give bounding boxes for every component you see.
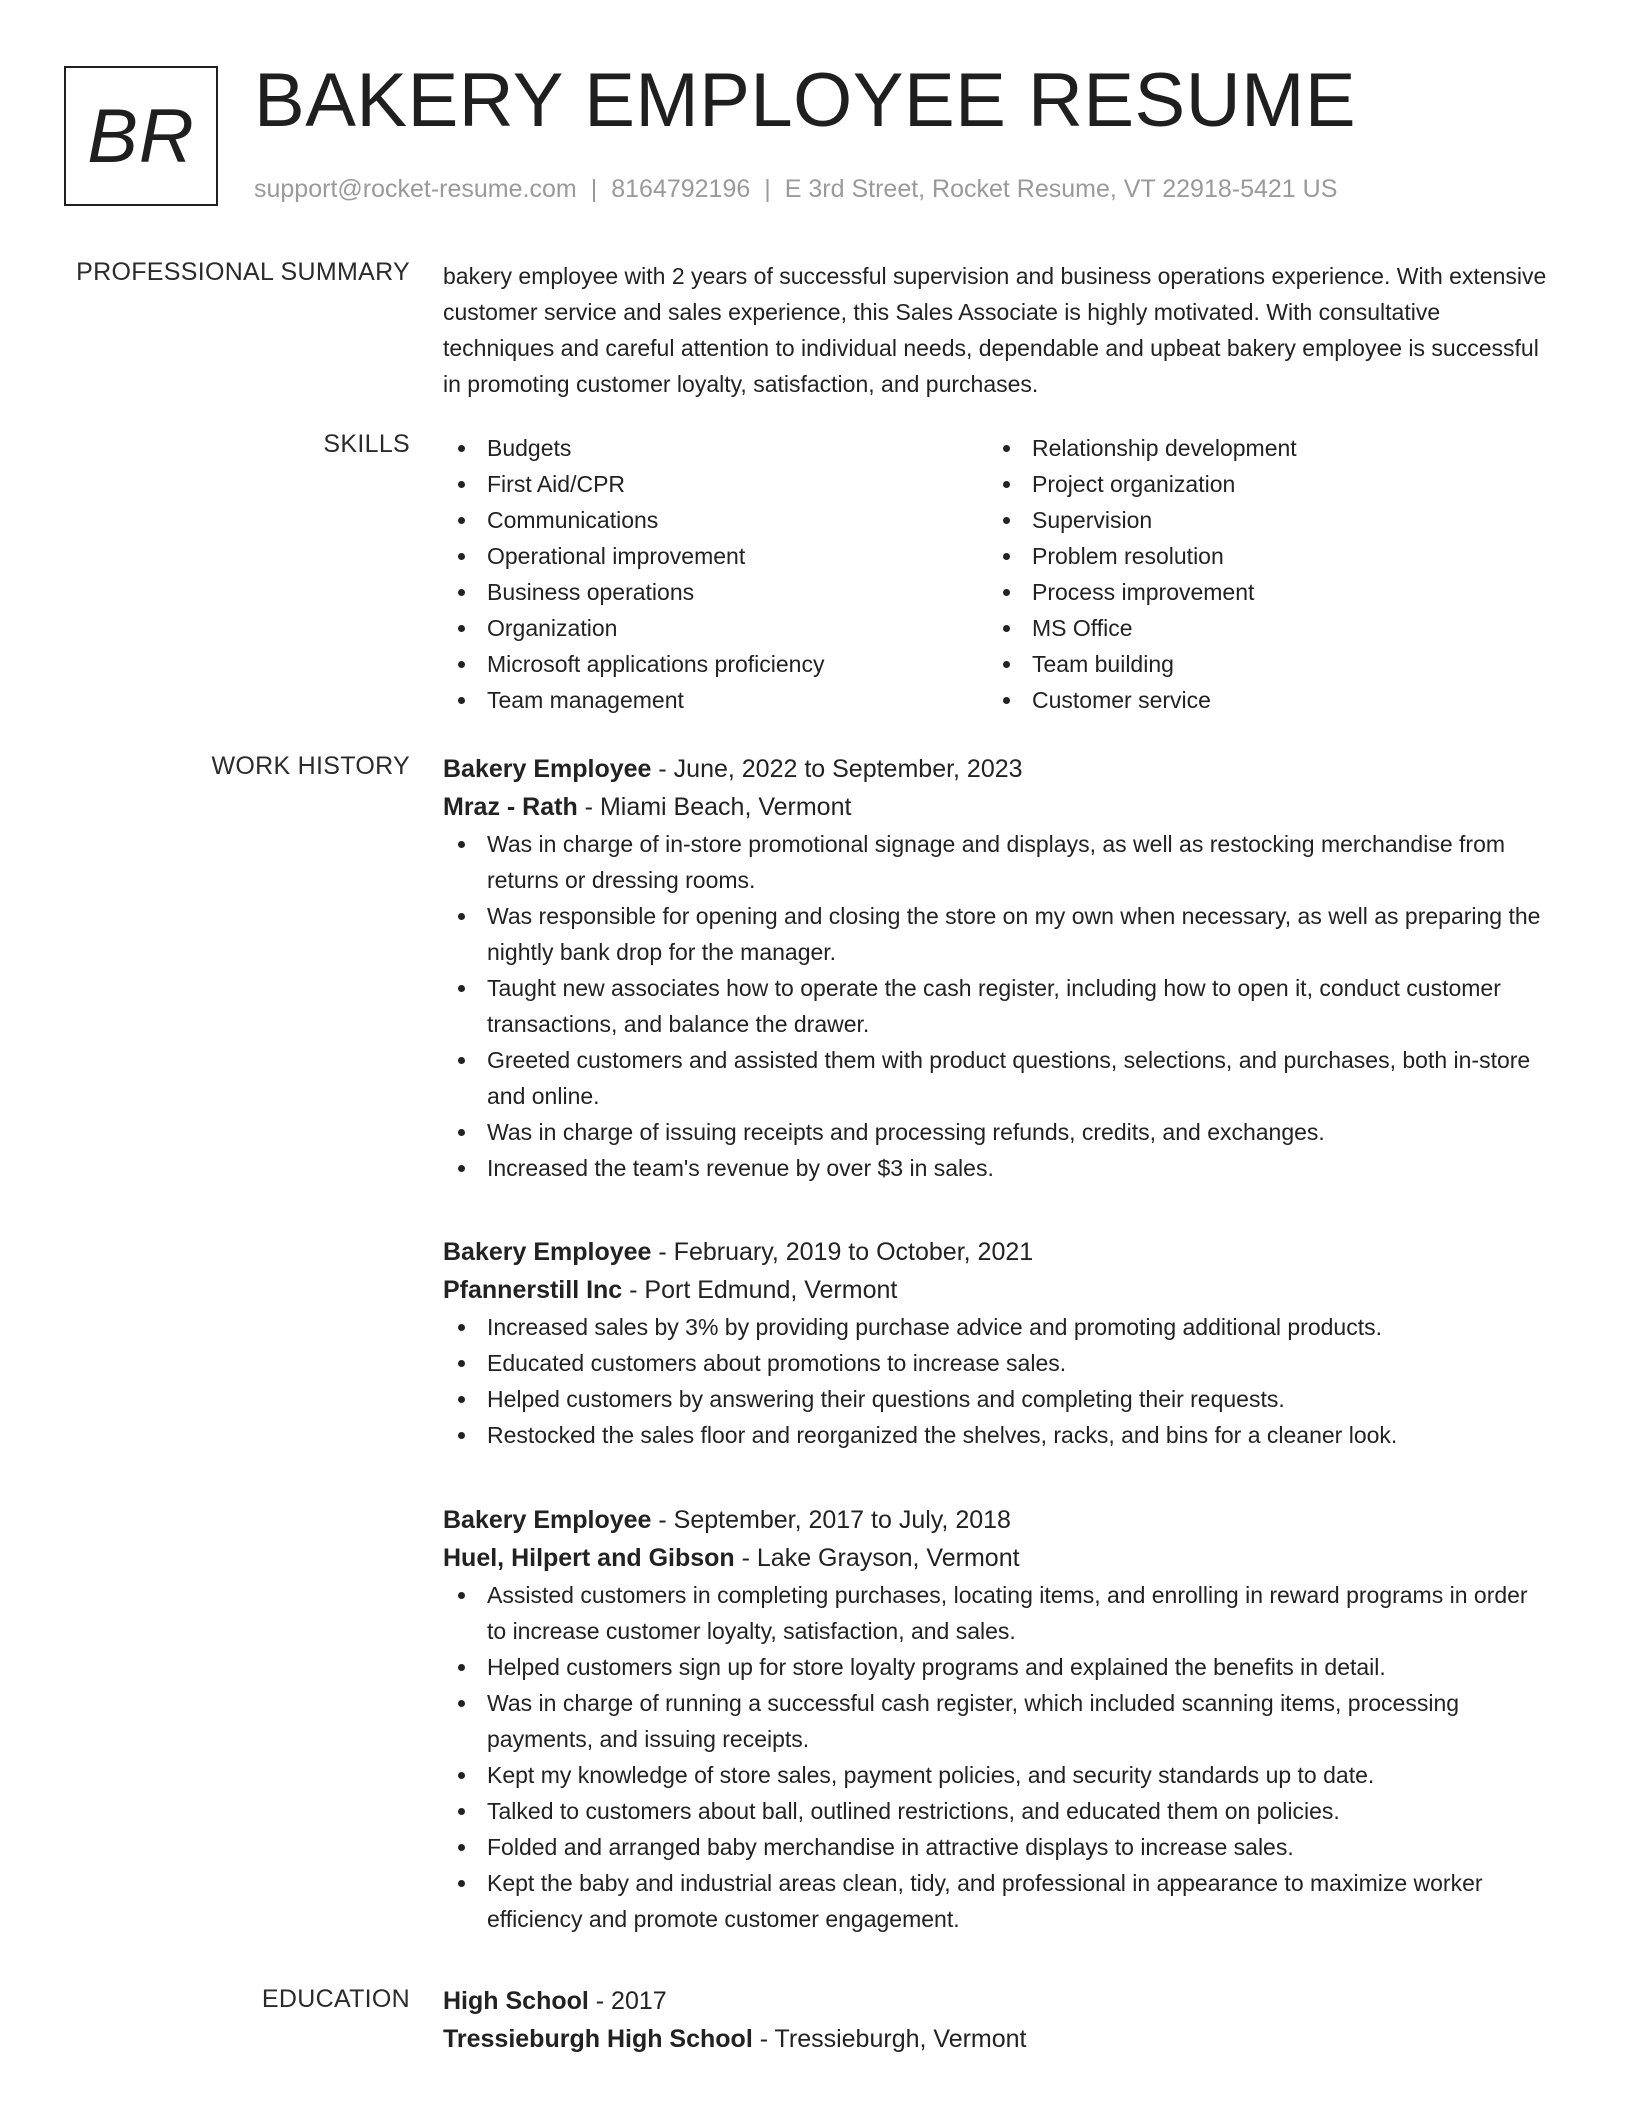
job-bullets xyxy=(443,1577,1553,1937)
job-bullet: Was in charge of running a successful cash register, which included scanning items, processing payments, and issuing receipts. xyxy=(443,1685,1553,1757)
skill-item: First Aid/CPR xyxy=(443,466,988,502)
summary-text: bakery employee with 2 years of successful supervision and business operations experience. With extensive customer service and sales experience, this Sales Associate is highly motivated. With consultative techniques and careful attention to individual needs, dependable and upbeat bakery employee is successful in promoting customer loyalty, satisfaction, and purchases. xyxy=(443,263,1547,397)
skill-item: Supervision xyxy=(988,502,1533,538)
job-title-line xyxy=(443,1233,1553,1271)
job-company: Pfannerstill Inc xyxy=(443,1276,623,1304)
job-bullet: Kept my knowledge of store sales, payment policies, and security standards up to date. xyxy=(443,1757,1553,1793)
contact-separator: | xyxy=(590,175,598,203)
job-title-line xyxy=(443,1501,1553,1539)
job-bullets xyxy=(443,1309,1553,1453)
skill-item: Team management xyxy=(443,682,988,718)
skill-item: MS Office xyxy=(988,610,1533,646)
contact-separator: | xyxy=(764,175,771,203)
job-bullet: Was in charge of issuing receipts and processing refunds, credits, and exchanges. xyxy=(443,1114,1553,1150)
skills-list-left xyxy=(443,430,988,718)
skill-item: Customer service xyxy=(988,682,1533,718)
skill-item: Problem resolution xyxy=(988,538,1533,574)
job-bullet: Taught new associates how to operate the cash register, including how to open it, conduct customer transactions, and balance the drawer. xyxy=(443,970,1553,1042)
job-title: Bakery Employee xyxy=(443,755,652,783)
job-location: - Lake Grayson, Vermont xyxy=(734,1544,1020,1572)
contact-email[interactable]: support@rocket-resume.com xyxy=(254,175,577,203)
education-school: Tressieburgh High School xyxy=(443,2025,753,2053)
job-bullet: Was in charge of in-store promotional signage and displays, as well as restocking merchandise from returns or dressing rooms. xyxy=(443,826,1553,898)
job-bullet: Increased the team's revenue by over $3 in sales. xyxy=(443,1150,1553,1186)
job-title-line xyxy=(443,750,1553,788)
job-bullet: Kept the baby and industrial areas clean, tidy, and professional in appearance to maximize worker efficiency and promote customer engagement. xyxy=(443,1865,1553,1937)
job-company-line xyxy=(443,788,1553,826)
education-year: - 2017 xyxy=(588,1987,667,2015)
contact-line xyxy=(254,172,1337,206)
job-dates: - June, 2022 to September, 2023 xyxy=(651,755,1023,783)
job-bullet: Educated customers about promotions to increase sales. xyxy=(443,1345,1553,1381)
job-bullet: Helped customers sign up for store loyalty programs and explained the benefits in detail. xyxy=(443,1649,1553,1685)
education-degree-line xyxy=(443,1982,1553,2020)
contact-phone[interactable]: 8164792196 xyxy=(611,175,751,203)
skill-item: Operational improvement xyxy=(443,538,988,574)
job-title: Bakery Employee xyxy=(443,1238,652,1266)
job-company: Huel, Hilpert and Gibson xyxy=(443,1544,735,1572)
skill-item: Relationship development xyxy=(988,430,1533,466)
section-label-education: EDUCATION xyxy=(261,1985,410,2013)
skill-item: Microsoft applications proficiency xyxy=(443,646,988,682)
job-entry xyxy=(443,1501,1553,1937)
job-company-line xyxy=(443,1271,1553,1309)
skill-item: Communications xyxy=(443,502,988,538)
job-bullet: Assisted customers in completing purchases, locating items, and enrolling in reward programs in order to increase customer loyalty, satisfaction, and sales. xyxy=(443,1577,1553,1649)
resume-title: BAKERY EMPLOYEE RESUME xyxy=(254,58,1357,143)
skills-list-right xyxy=(988,430,1533,718)
skill-item: Budgets xyxy=(443,430,988,466)
skills-section xyxy=(443,430,1553,718)
education-degree: High School xyxy=(443,1987,589,2015)
section-label-summary: PROFESSIONAL SUMMARY xyxy=(76,258,410,286)
job-bullets xyxy=(443,826,1553,1186)
education-school-line xyxy=(443,2020,1553,2058)
job-bullet: Increased sales by 3% by providing purchase advice and promoting additional products. xyxy=(443,1309,1553,1345)
job-dates: - February, 2019 to October, 2021 xyxy=(651,1238,1034,1266)
summary-section xyxy=(443,258,1553,402)
skill-item: Process improvement xyxy=(988,574,1533,610)
section-label-work-history: WORK HISTORY xyxy=(211,752,410,780)
job-location: - Miami Beach, Vermont xyxy=(577,793,852,821)
education-entry xyxy=(443,1982,1553,2058)
job-bullet: Restocked the sales floor and reorganized the shelves, racks, and bins for a cleaner look. xyxy=(443,1417,1553,1453)
job-title: Bakery Employee xyxy=(443,1506,652,1534)
job-company-line xyxy=(443,1539,1553,1577)
job-bullet: Helped customers by answering their questions and completing their requests. xyxy=(443,1381,1553,1417)
monogram-logo xyxy=(64,66,218,206)
skill-item: Team building xyxy=(988,646,1533,682)
job-bullet: Talked to customers about ball, outlined restrictions, and educated them on policies. xyxy=(443,1793,1553,1829)
job-bullet: Greeted customers and assisted them with product questions, selections, and purchases, both in-store and online. xyxy=(443,1042,1553,1114)
skill-item: Organization xyxy=(443,610,988,646)
skill-item: Project organization xyxy=(988,466,1533,502)
skill-item: Business operations xyxy=(443,574,988,610)
contact-address: E 3rd Street, Rocket Resume, VT 22918-5421 US xyxy=(784,175,1338,203)
job-bullet: Was responsible for opening and closing the store on my own when necessary, as well as preparing the nightly bank drop for the manager. xyxy=(443,898,1553,970)
job-location: - Port Edmund, Vermont xyxy=(622,1276,898,1304)
monogram-initials: BR xyxy=(87,93,195,179)
job-dates: - September, 2017 to July, 2018 xyxy=(651,1506,1011,1534)
job-entry xyxy=(443,750,1553,1186)
education-location: - Tressieburgh, Vermont xyxy=(752,2025,1027,2053)
job-bullet: Folded and arranged baby merchandise in attractive displays to increase sales. xyxy=(443,1829,1553,1865)
job-company: Mraz - Rath xyxy=(443,793,578,821)
job-entry xyxy=(443,1233,1553,1453)
section-label-skills: SKILLS xyxy=(323,430,410,458)
